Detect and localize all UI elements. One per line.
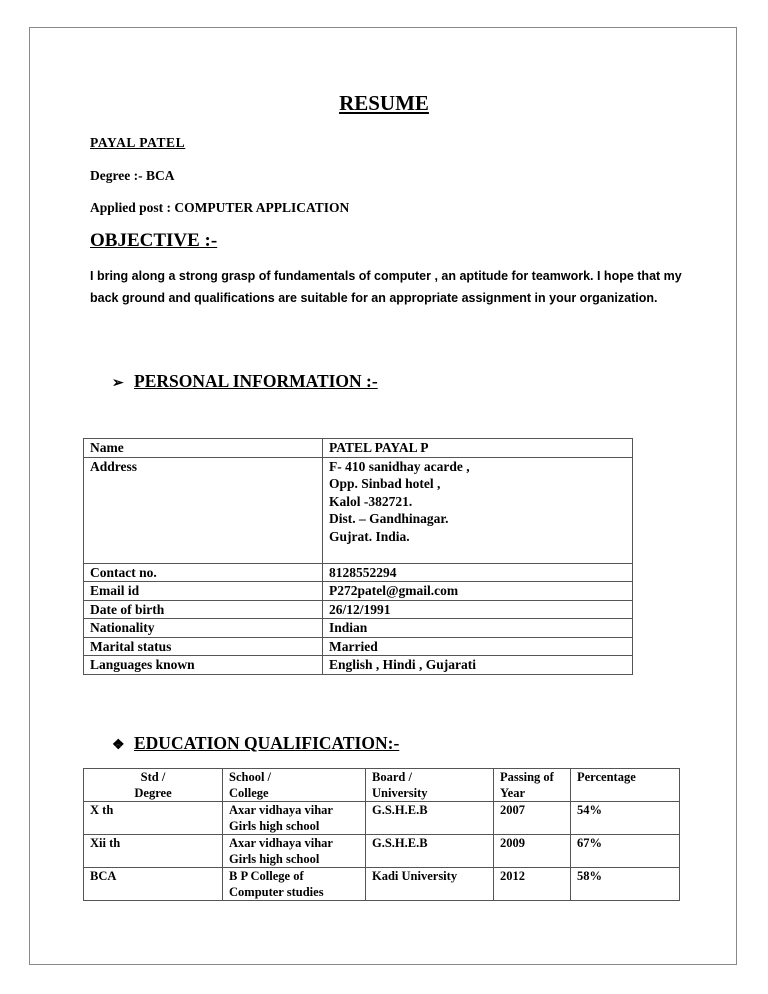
cell-std: BCA <box>84 868 223 901</box>
school-line: Girls high school <box>229 819 320 833</box>
header-line: Passing of <box>500 770 554 784</box>
address-line: Gujrat. India. <box>329 528 410 544</box>
row-value: P272patel@gmail.com <box>323 582 633 601</box>
header-school <box>223 769 366 802</box>
header-line: School / <box>229 770 272 784</box>
objective-text: I bring along a strong grasp of fundamentals of computer , an aptitude for teamwork. I hope that my back ground and qualifications are suitable for an appropriate assignment in your organization. <box>90 269 682 305</box>
table-row <box>84 439 633 458</box>
cell-year: 2012 <box>494 868 571 901</box>
table-row <box>84 619 633 638</box>
arrow-bullet-icon: ➢ <box>112 376 124 391</box>
objective-heading: OBJECTIVE :- <box>90 230 218 251</box>
header-year <box>494 769 571 802</box>
row-value: Married <box>323 637 633 656</box>
header-line: Std / <box>140 770 166 784</box>
cell-year: 2007 <box>494 802 571 835</box>
table-row <box>84 868 680 901</box>
personal-info-heading-text: PERSONAL INFORMATION :- <box>134 371 378 391</box>
school-line: Computer studies <box>229 885 324 899</box>
header-line: University <box>372 786 428 800</box>
diamond-bullet-icon: ❖ <box>112 738 125 753</box>
personal-info-heading <box>112 371 378 392</box>
header-std <box>84 769 223 802</box>
row-key: Contact no. <box>84 563 323 582</box>
row-key: Name <box>84 439 323 458</box>
address-line: F- 410 sanidhay acarde , <box>329 458 470 474</box>
header-line: Board / <box>372 770 412 784</box>
header-line: Year <box>500 786 525 800</box>
row-key: Address <box>84 457 323 563</box>
personal-info-table <box>83 438 633 675</box>
table-row <box>84 457 633 563</box>
row-key: Languages known <box>84 656 323 675</box>
address-line: Dist. – Gandhinagar. <box>329 511 449 526</box>
header-line: Percentage <box>577 770 636 784</box>
table-row <box>84 802 680 835</box>
cell-std: Xii th <box>84 835 223 868</box>
cell-percentage: 67% <box>571 835 680 868</box>
cell-percentage: 58% <box>571 868 680 901</box>
header-line: Degree <box>134 786 172 800</box>
row-value: Indian <box>323 619 633 638</box>
header-percentage <box>571 769 680 802</box>
table-row <box>84 835 680 868</box>
table-row <box>84 656 633 675</box>
table-row <box>84 637 633 656</box>
education-heading <box>112 733 399 754</box>
education-table <box>83 768 680 901</box>
cell-year: 2009 <box>494 835 571 868</box>
cell-board: G.S.H.E.B <box>366 835 494 868</box>
school-line: Girls high school <box>229 852 320 866</box>
education-heading-text: EDUCATION QUALIFICATION:- <box>134 733 400 753</box>
cell-school <box>223 835 366 868</box>
resume-title: RESUME <box>339 91 429 115</box>
candidate-name: PAYAL PATEL <box>90 135 186 150</box>
row-value: 8128552294 <box>323 563 633 582</box>
cell-school <box>223 868 366 901</box>
table-header-row <box>84 769 680 802</box>
cell-board: G.S.H.E.B <box>366 802 494 835</box>
row-key: Date of birth <box>84 600 323 619</box>
row-value: PATEL PAYAL P <box>323 439 633 458</box>
header-line: College <box>229 786 269 800</box>
school-line: Axar vidhaya vihar <box>229 836 333 850</box>
header-board <box>366 769 494 802</box>
cell-board: Kadi University <box>366 868 494 901</box>
address-line: Kalol -382721. <box>329 493 413 509</box>
row-key: Email id <box>84 582 323 601</box>
cell-std: X th <box>84 802 223 835</box>
address-line: Opp. Sinbad hotel , <box>329 476 441 491</box>
degree-line: Degree :- BCA <box>90 168 175 183</box>
row-value: 26/12/1991 <box>323 600 633 619</box>
row-value: English , Hindi , Gujarati <box>323 656 633 675</box>
address-value <box>323 457 633 563</box>
applied-post-line: Applied post : COMPUTER APPLICATION <box>90 200 350 215</box>
cell-percentage: 54% <box>571 802 680 835</box>
cell-school <box>223 802 366 835</box>
row-key: Marital status <box>84 637 323 656</box>
school-line: Axar vidhaya vihar <box>229 803 333 817</box>
table-row <box>84 582 633 601</box>
table-row <box>84 600 633 619</box>
table-row <box>84 563 633 582</box>
row-key: Nationality <box>84 619 323 638</box>
school-line: B P College of <box>229 869 304 883</box>
